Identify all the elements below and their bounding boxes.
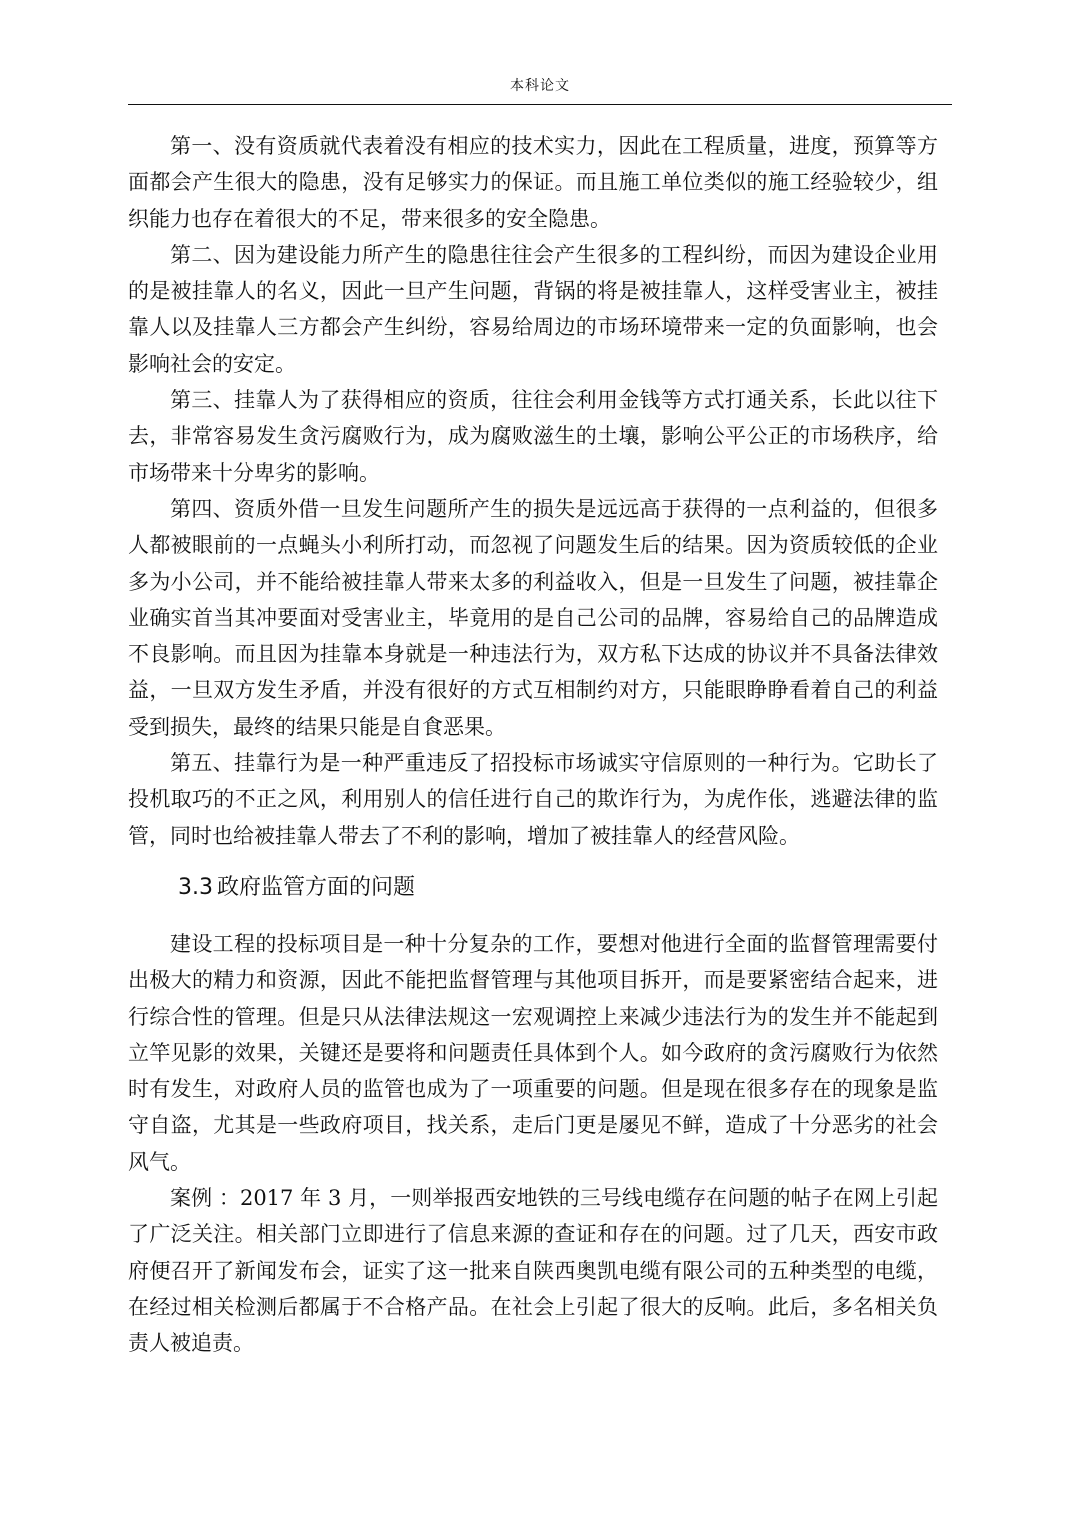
paragraph-case-study: 案例 ：2017 年 3 月，一则举报西安地铁的三号线电缆存在问题的帖子在网上引起了广泛关注。相关部门立即进行了信息来源的查证和存在的问题。过了几天，西安市政府便召开了新闻发布会，证实了这一批来自陕西奥凯电缆有限公司的五种类型的电缆，在经过相关检测后都属于不合格产品。在社会上引起了很大的反响。此后，多名相关负责人被追责。 [128,1186,938,1356]
paragraph-point-two: 第二、因为建设能力所产生的隐患往往会产生很多的工程纠纷，而因为建设企业用的是被挂靠人的名义，因此一旦产生问题，背锅的将是被挂靠人，这样受害业主，被挂靠人以及挂靠人三方都会产生纠纷，容易给周边的市场环境带来一定的负面影响，也会影响社会的安定。 [128,242,938,376]
section-heading [128,864,938,926]
header-divider [128,104,952,105]
paragraph-point-four: 第四、资质外借一旦发生问题所产生的损失是远远高于获得的一点利益的，但很多人都被眼前的一点蝇头小利所打动，而忽视了问题发生后的结果。因为资质较低的企业多为小公司，并不能给被挂靠人带来太多的利益收入，但是一旦发生了问题，被挂靠企业确实首当其冲要面对受害业主，毕竟用的是自己公司的品牌，容易给自己的品牌造成不良影响。而且因为挂靠本身就是一种违法行为，双方私下达成的协议并不具备法律效益，一旦双方发生矛盾，并没有很好的方式互相制约对方，只能眼睁睁看着自己的利益受到损失，最终的结果只能是自食恶果。 [128,496,938,739]
paragraph-point-three: 第三、挂靠人为了获得相应的资质，往往会利用金钱等方式打通关系，长此以往下去，非常容易发生贪污腐败行为，成为腐败滋生的土壤，影响公平公正的市场秩序，给市场带来十分卑劣的影响。 [128,388,938,485]
section-number: 3.3 [178,874,213,900]
paragraph-government-supervision: 建设工程的投标项目是一种十分复杂的工作，要想对他进行全面的监督管理需要付出极大的精力和资源，因此不能把监督管理与其他项目拆开，而是要紧密结合起来，进行综合性的管理。但是只从法律法规这一宏观调控上来减少违法行为的发生并不能起到立竿见影的效果，关键还是要将和问题责任具体到个人。如今政府的贪污腐败行为依然时有发生，对政府人员的监管也成为了一项重要的问题。但是现在很多存在的现象是监守自盗，尤其是一些政府项目，找关系，走后门更是屡见不鲜，造成了十分恶劣的社会风气。 [128,931,938,1174]
paragraph-point-one: 第一、没有资质就代表着没有相应的技术实力，因此在工程质量，进度，预算等方面都会产生很大的隐患，没有足够实力的保证。而且施工单位类似的施工经验较少，组织能力也存在着很大的不足，带来很多的安全隐患。 [128,134,938,231]
document-body [128,128,938,1362]
page-header: 本科论文 [510,78,570,94]
paragraph-point-five: 第五、挂靠行为是一种严重违反了招投标市场诚实守信原则的一种行为。它助长了投机取巧的不正之风，利用别人的信任进行自己的欺诈行为，为虎作伥，逃避法律的监管，同时也给被挂靠人带去了不利的影响，增加了被挂靠人的经营风险。 [128,751,938,848]
section-title: 政府监管方面的问题 [217,874,416,900]
